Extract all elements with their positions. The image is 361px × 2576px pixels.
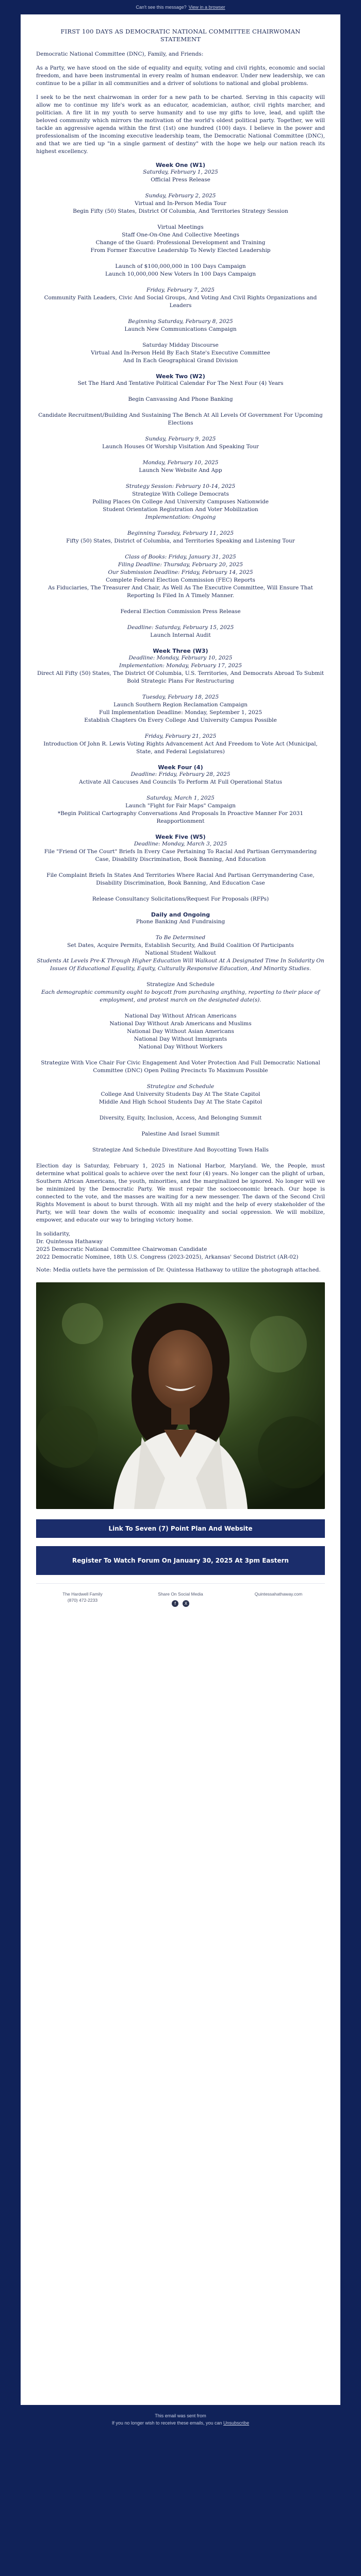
page-title: FIRST 100 DAYS AS DEMOCRATIC NATIONAL COMMITTEE CHAIRWOMAN STATEMENT [60,28,301,43]
signature-block: In solidarity, Dr. Quintessa Hathaway 2025 Democratic National Committee Chairwoman Candidate 2022 Democratic Nominee, 18th U.S. Congress (2023-2025), Arkansas' Second District (AR-02) [36,1231,299,1260]
footer-contact: The Hardwell Family (870) 472-2233 [62,1591,103,1603]
greeting: Democratic National Committee (DNC), Family, and Friends: [36,51,204,57]
week-three-title: Week Three (W3) [153,648,208,654]
footer-social: Share On Social Media f X [134,1591,227,1607]
week-four-section: Week Four (4) Deadline: Friday, February 28, 2025 Activate All Caucuses And Councils To Perform At Full Operational Status Saturday, March 1, 2025 Launch "Fight for Fair Maps" Campaign *Begin Political Cartography Conversations And Proposals In Proactive Manner For 2031 Reapportionment [36,764,325,825]
week-four-title: Week Four (4) [158,764,203,771]
unsubscribe-text: If you no longer wish to receive these emails, you can [111,2420,222,2426]
sent-from-text: This email was sent from [155,2413,206,2418]
website-link[interactable]: Quintessahathaway.com [254,1591,303,1597]
intro-paragraph-2: I seek to be the next chairwoman in order for a new path to be charted. Serving in this capacity will allow me to continue my life's work as an educator, academician, author, civil rights marcher, and politician. A fire lit in my youth to serve humanity and to use my gifts to love, lead, and uplift the beloved community which mirrors the motivation of the world's oldest political party. Together, we will tackle an aggressive agenda within the first (1st) one hundred (100) days. I believe in the power and professionalism of the incoming executive leadership team, the Democratic National Committee (DNC), and that we are tied up "in a single garment of destiny" with the hope we help our nation reach its highest excellency. [36,94,325,155]
preheader-text: Can't see this message? [136,5,187,10]
candidate-photo [36,1282,325,1509]
email-footer [36,1583,325,1607]
week-one-title: Week One (W1) [155,162,206,168]
facebook-icon[interactable]: f [172,1600,178,1607]
portrait-illustration [36,1282,325,1509]
unsubscribe-link[interactable]: Unsubscribe [223,2420,250,2426]
bottom-footer [0,2405,361,2431]
footer-website [232,1591,325,1597]
x-twitter-icon[interactable]: X [183,1600,189,1607]
week-two-title: Week Two (W2) [156,373,205,380]
week-five-section: Week Five (W5) Deadline: Monday, March 3, 2025 File "Friend Of The Court" Briefs In Every Case Pertaining To Racial And Partisan Gerrymandering Case, Disability Discrimination, Book Banning, And Education File Complaint Briefs In States And Territories Where Racial And Partisan Gerrymandering Case, Disability Discrimination, Book Banning, And Education Case Release Consultancy Solicitations/Request For Proposals (RFPs) [36,834,325,903]
seven-point-plan-button[interactable]: Link To Seven (7) Point Plan And Website [36,1519,325,1538]
week-three-section: Week Three (W3) Deadline: Monday, February 10, 2025 Implementation: Monday, February 17, 2025 Direct All Fifty (50) States, The District Of Columbia, U.S. Territories, And Democrats Abroad To Submit Bold Strategic Plans For Restructuring Tuesday, February 18, 2025 Launch Southern Region Reclamation Campaign Full Implementation Deadline: Monday, September 1, 2025 Establish Chapters On Every College And University Campus Possible Friday, February 21, 2025 Introduction Of John R. Lewis Voting Rights Advancement Act And Freedom to Vote Act (Municipal, State, and Federal Legislatures) [37,648,324,755]
week-one-section: Week One (W1) Saturday, February 1, 2025 Official Press Release Sunday, February 2, 2025 Virtual and In-Person Media Tour Begin Fifty (50) States, District Of Columbia, And Territories Strategy Session Virtual Meetings Staff One-On-One And Collective Meetings Change of the Guard: Professional Development and Training From Former Executive Leadership To Newly Elected Leadership Launch of $100,000,000 in 100 Days Campaign Launch 10,000,000 New Voters In 100 Days Campaign Friday, February 7, 2025 Community Faith Leaders, Civic And Social Groups, And Voting And Civil Rights Organizations and Leaders Beginning Saturday, February 8, 2025 Launch New Communications Campaign Saturday Midday Discourse Virtual And In-Person Held By Each State's Executive Committee And In Each Geographical Grand Division [36,162,325,365]
view-in-browser-link[interactable]: View in a browser [188,5,225,10]
email-card [21,14,340,2405]
preheader [0,0,361,14]
register-forum-button[interactable]: Register To Watch Forum On January 30, 2025 At 3pm Eastern [36,1546,325,1575]
media-note: Note: Media outlets have the permission of Dr. Quintessa Hathaway to utilize the photograph attached. [36,1267,321,1273]
week-five-title: Week Five (W5) [155,834,206,840]
ongoing-title: Daily and Ongoing [151,911,210,918]
intro-paragraph-1: As a Party, we have stood on the side of equality and equity, voting and civil rights, economic and social freedom, and have been instrumental in every realm of human endeavor. Under new leadership, we can continue to be a pillar in all communities and a driver of solutions to national and global problems. [36,65,325,87]
week-two-section: Week Two (W2) Set The Hard And Tentative Political Calendar For The Next Four (4) Years Begin Canvassing And Phone Banking Candidate Recruitment/Building And Sustaining The Bench At All Levels Of Government For Upcoming Elections Sunday, February 9, 2025 Launch Houses Of Worship Visitation And Speaking Tour Monday, February 10, 2025 Launch New Website And App Strategy Session: February 10-14, 2025 Strategize With College Democrats Polling Places On College And University Campuses Nationwide Student Orientation Registration And Voter Mobilization Implementation: Ongoing Beginning Tuesday, February 11, 2025 Fifty (50) States, District of Columbia, and Territories Speaking and Listening Tour Class of Books: Friday, January 31, 2025 Filing Deadline: Thursday, February 20, 2025 Our Submission Deadline: Friday, February 14, 2025 Complete Federal Election Commission (FEC) Reports As Fiduciaries, The Treasurer And Chair, As Well As The Executive Committee, Will Ensure That Reporting Is Filed In A Timely Manner. Federal Election Commission Press Release Deadline: Saturday, February 15, 2025 Launch Internal Audit [36,373,325,639]
closing-paragraph: Election day is Saturday, February 1, 2025 in National Harbor, Maryland. We, the People, must determine what political goals to achieve over the next four (4) years. No longer can the plight of urban, Southern African Americans, the youth, minorities, and the marginalized be ignored. No longer will we be minimized by the Democratic Party. We must repair the socioeconomic breach. Our hope is connected to the vote, and the masses are waiting for a new messenger. The dawn of the Second Civil Rights Movement is about to burst through. With all my might and the help of every stakeholder of the Party, we will tear down the walls of economic inequality and social oppression. We will mobilize, empower, and educate our way to bringing victory home. [36,1163,325,1223]
ongoing-section: Daily and Ongoing Phone Banking And Fundraising To Be Determined Set Dates, Acquire Permits, Establish Security, And Build Coalition Of Participants National Student Walkout Students At Levels Pre-K Through Higher Education Will Walkout At A Designated Time In Solidarity On Issues Of Educational Equality, Equity, Culturally Responsive Education, And Minority Studies. Strategize And Schedule Each demographic community ought to boycott from purchasing anything, reporting to their place of employment, and protest march on the designated date(s). National Day Without African Americans National Day Without Arab Americans and Muslims National Day Without Asian Americans National Day Without Immigrants National Day Without Workers Strategize With Vice Chair For Civic Engagement And Voter Protection And Full Democratic National Committee (DNC) Open Polling Precincts To Maximum Possible Strategize and Schedule College And University Students Day At The State Capitol Middle And High School Students Day At The State Capitol Diversity, Equity, Inclusion, Access, And Belonging Summit Palestine And Israel Summit Strategize And Schedule Divestiture And Boycotting Town Halls [37,911,324,1153]
